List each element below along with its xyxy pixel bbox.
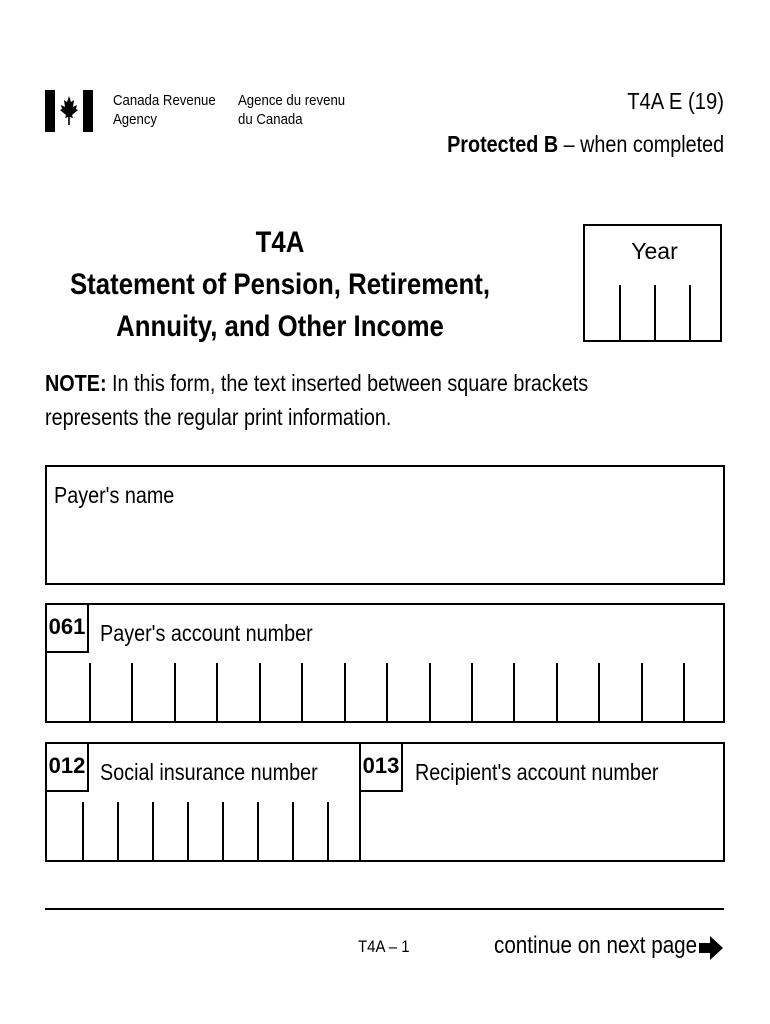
digit-divider [386,663,388,723]
year-digit-divider [619,285,621,342]
form-title-line1: Statement of Pension, Retirement, [69,268,491,301]
agency-name-fr [238,91,345,129]
year-field[interactable] [583,224,722,342]
digit-divider [471,663,473,723]
digit-divider [292,802,294,862]
year-digit-divider [654,285,656,342]
digit-divider [117,802,119,862]
year-digit-divider [689,285,691,342]
digit-divider [257,802,259,862]
note-line1: NOTE: In this form, the text inserted between square brackets [45,370,589,396]
form-id: T4A E (19) [627,88,724,114]
digit-divider [513,663,515,723]
box-code-061: 061 [47,605,89,653]
digit-divider [152,802,154,862]
digit-divider [598,663,600,723]
box-code-013: 013 [361,744,403,792]
recipient-account-number-field[interactable] [359,742,725,862]
continue-notice: continue on next page [494,932,698,959]
digit-divider [344,663,346,723]
digit-divider [429,663,431,723]
digit-divider [216,663,218,723]
digit-divider [187,802,189,862]
digit-divider [556,663,558,723]
agency-name-en [113,91,216,129]
payer-name-label: Payer's name [54,482,175,508]
agency-fr-line1: Agence du revenu [238,92,346,109]
digit-divider [683,663,685,723]
protected-rest: – when completed [557,131,724,157]
digit-divider [327,802,329,862]
digit-divider [301,663,303,723]
digit-divider [259,663,261,723]
page-id: T4A – 1 [358,937,410,956]
payer-name-field[interactable] [45,465,725,585]
digit-divider [222,802,224,862]
digit-divider [131,663,133,723]
payer-account-number-label: Payer's account number [100,620,313,646]
form-code-title: T4A [255,226,305,259]
digit-divider [82,802,84,862]
note-label: NOTE: [45,370,107,396]
right-arrow-icon [698,934,724,962]
payer-account-number-field[interactable] [45,603,725,723]
recipient-account-number-label: Recipient's account number [415,759,659,785]
agency-en-line2: Agency [113,111,158,128]
agency-fr-line2: du Canada [238,111,303,128]
box-code-012: 012 [47,744,89,792]
footer-divider [45,908,724,910]
protected-level: Protected B [446,131,558,157]
note-line2: represents the regular print information. [45,404,392,430]
digit-divider [174,663,176,723]
digit-divider [89,663,91,723]
social-insurance-number-field[interactable] [45,742,361,862]
form-title-line2: Annuity, and Other Income [116,310,444,343]
digit-divider [641,663,643,723]
agency-en-line1: Canada Revenue [113,92,216,109]
year-label: Year [631,238,678,264]
social-insurance-number-label: Social insurance number [100,759,318,785]
protected-notice [447,131,724,158]
canada-flag-icon [45,90,93,132]
